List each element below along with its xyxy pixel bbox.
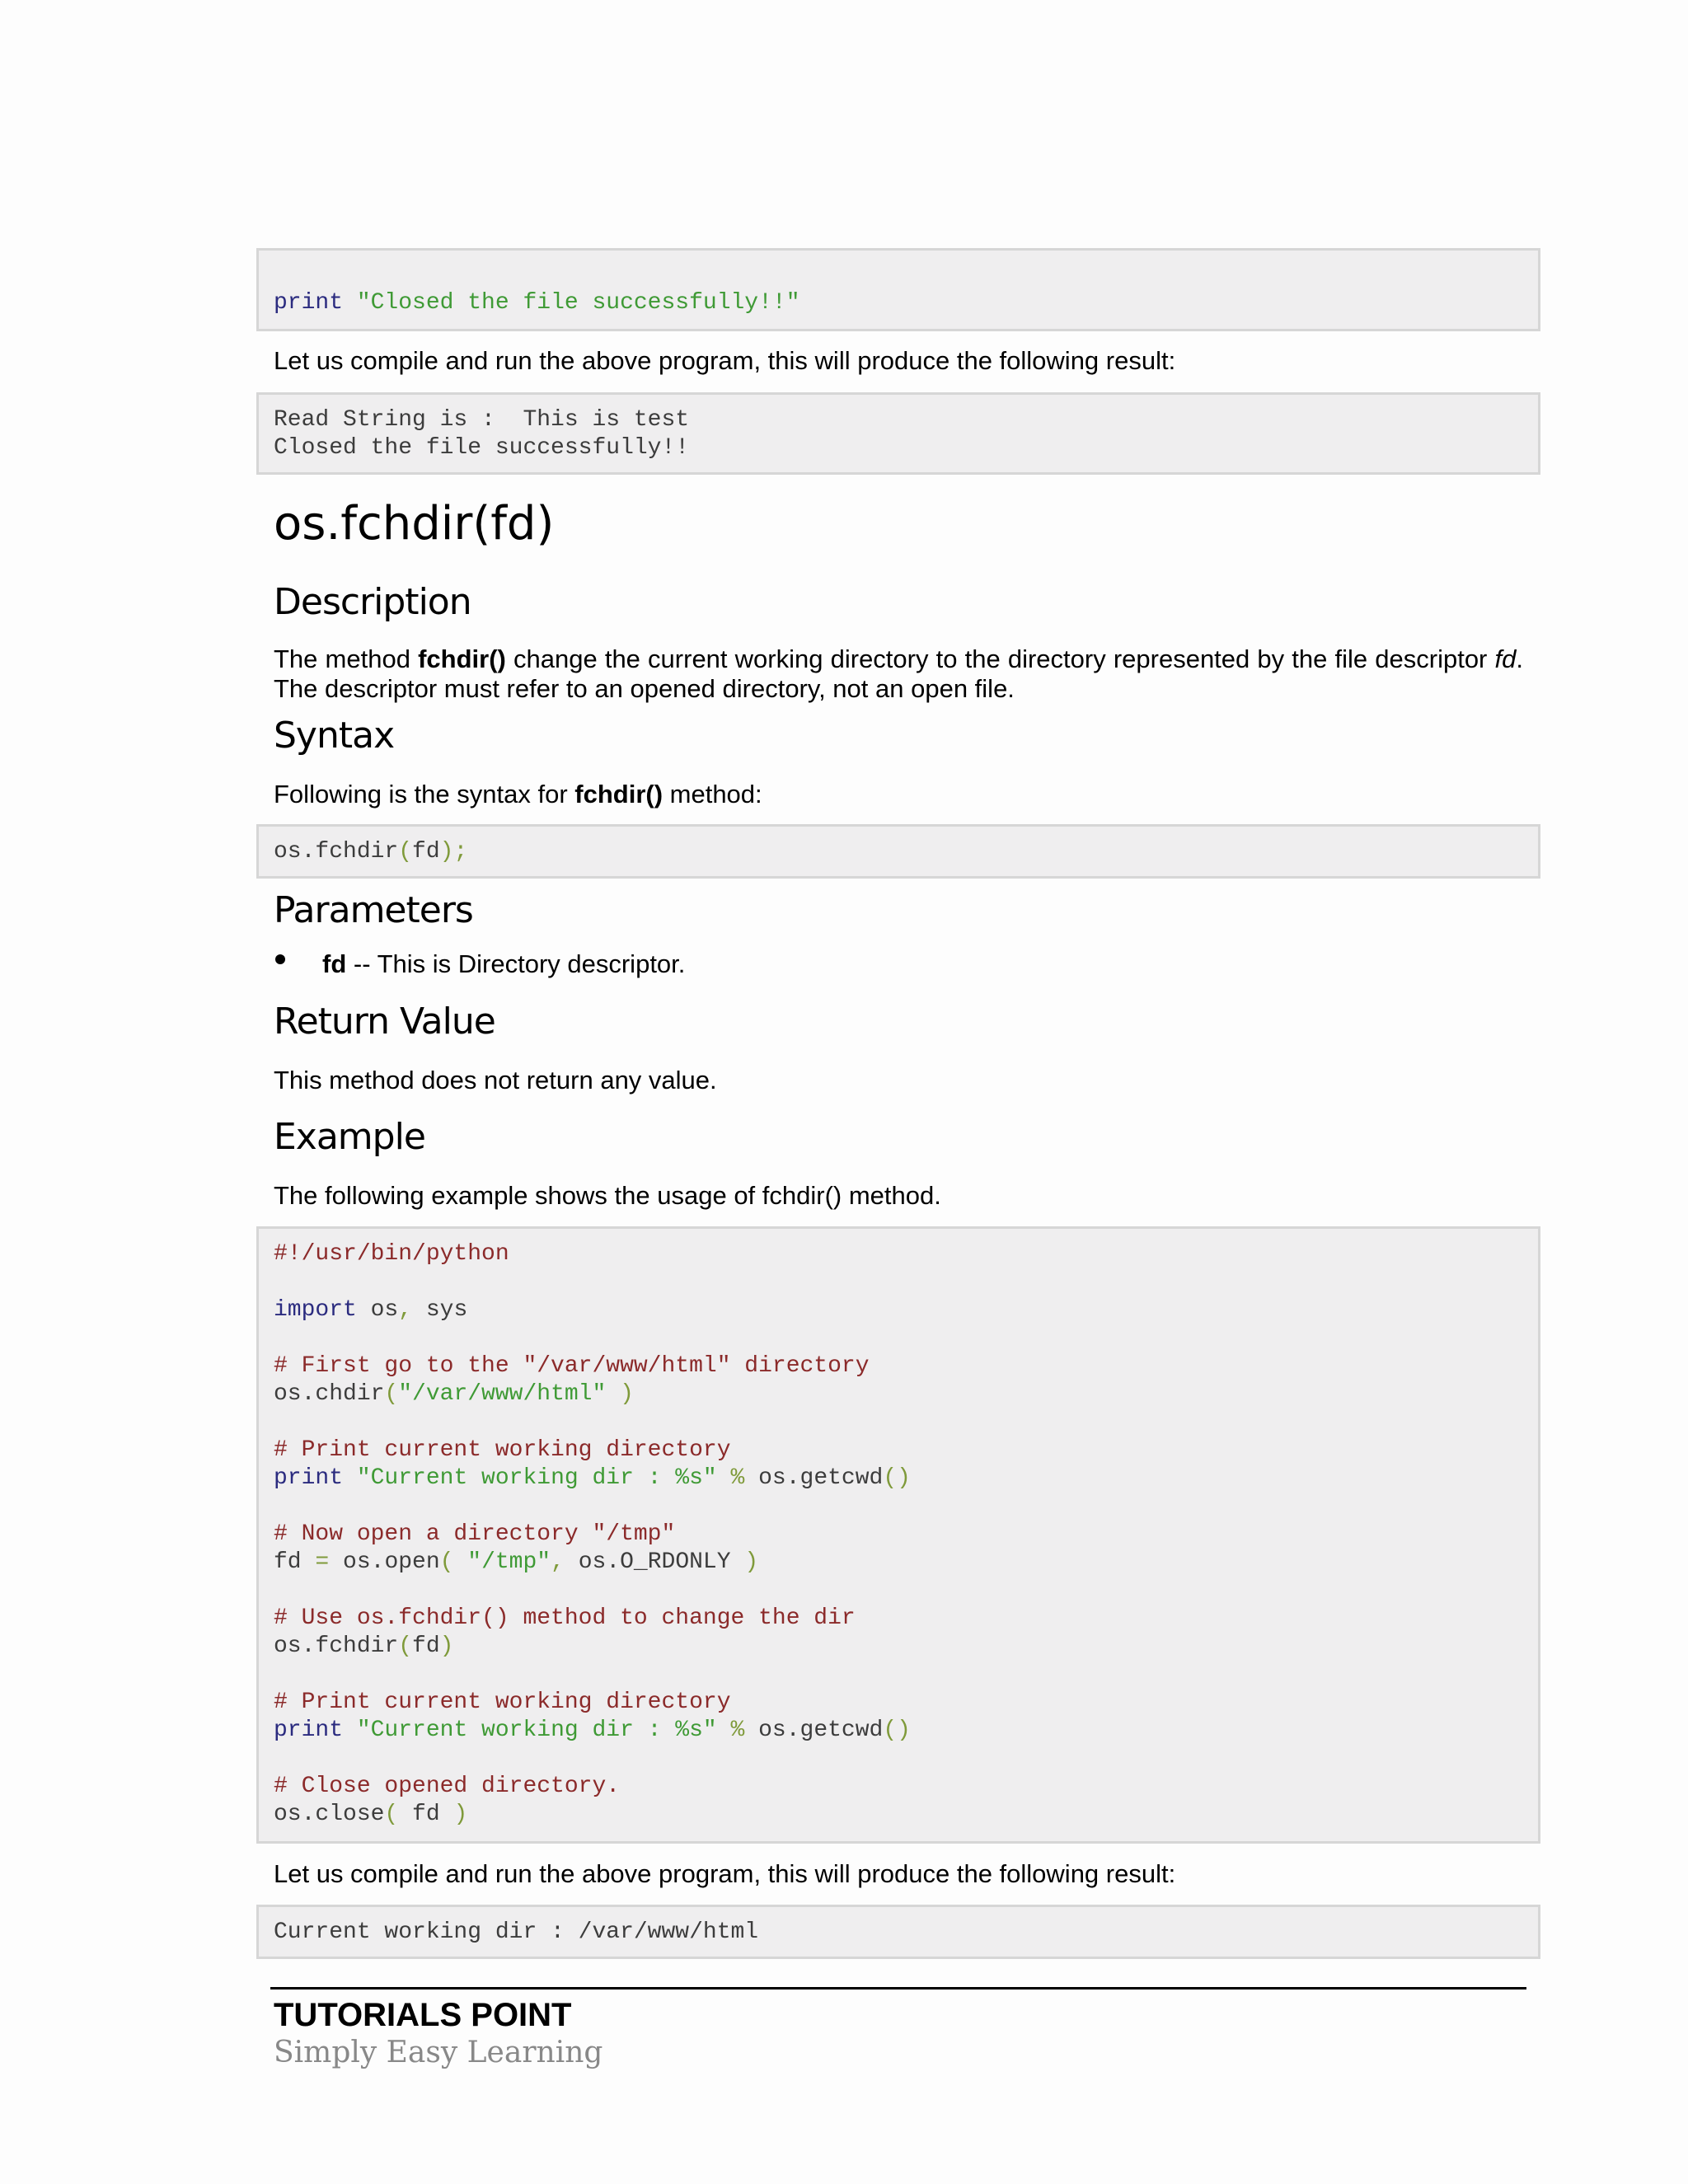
description-text: . The descriptor must refer to an opened directory, not an open file.	[274, 644, 1523, 703]
code-string: "/tmp"	[453, 1549, 551, 1575]
return-value-heading: Return Value	[274, 1001, 495, 1043]
code-text: fd	[412, 1633, 440, 1659]
code-text: os	[356, 1297, 399, 1323]
code-text: os.fchdir	[274, 839, 399, 865]
code-string: "Closed the file successfully!!"	[356, 290, 800, 316]
parameter-description: -- This is Directory descriptor.	[346, 949, 686, 978]
code-keyword: print	[274, 290, 344, 316]
output-line: Closed the file successfully!!	[274, 435, 690, 461]
code-punct: )	[453, 1802, 468, 1827]
param-name: fd	[1494, 644, 1517, 673]
code-comment: # Use os.fchdir() method to change the dir	[274, 1605, 856, 1631]
parameters-heading: Parameters	[274, 889, 473, 931]
code-punct: )	[606, 1381, 634, 1407]
code-punct: (	[384, 1802, 399, 1827]
code-punct: (	[439, 1549, 454, 1575]
description-text: change the current working directory to the directory represented by the file descriptor	[505, 644, 1495, 673]
code-punct: (	[398, 839, 413, 865]
description-text: The method	[274, 644, 419, 673]
return-value-text: This method does not return any value.	[274, 1066, 717, 1094]
footer-divider	[270, 1987, 1526, 1990]
code-text: fd	[398, 1802, 454, 1827]
syntax-code-block	[256, 824, 1540, 879]
code-text: os.fchdir	[274, 1633, 399, 1659]
syntax-heading: Syntax	[274, 715, 395, 757]
code-punct: ()	[883, 1465, 911, 1491]
code-punct: %	[716, 1465, 745, 1491]
code-string: "Current working dir : %s"	[356, 1465, 717, 1491]
syntax-text: method:	[663, 780, 762, 808]
output-line: Read String is : This is test	[274, 407, 690, 433]
code-punct: )	[439, 1633, 454, 1659]
description-paragraph	[274, 644, 1523, 704]
code-string: "/var/www/html"	[398, 1381, 607, 1407]
syntax-intro	[274, 780, 762, 809]
syntax-text: Following is the syntax for	[274, 780, 575, 808]
code-comment: # Close opened directory.	[274, 1774, 621, 1799]
code-text: os.O_RDONLY	[564, 1549, 731, 1575]
page-title: os.fchdir(fd)	[274, 497, 555, 551]
code-text: os.getcwd	[744, 1718, 884, 1743]
code-comment: # Print current working directory	[274, 1437, 731, 1463]
code-text: os.open	[329, 1549, 440, 1575]
code-punct: =	[315, 1549, 330, 1575]
code-text: os.getcwd	[744, 1465, 884, 1491]
code-comment: # First go to the "/var/www/html" directory	[274, 1353, 870, 1379]
description-heading: Description	[274, 581, 471, 623]
code-text: fd	[412, 839, 440, 865]
code-keyword: import	[274, 1297, 357, 1323]
code-punct: ()	[883, 1718, 911, 1743]
result-text: Let us compile and run the above program, this will produce the following result:	[274, 1859, 1176, 1888]
footer-brand: TUTORIALS POINT	[274, 1997, 572, 2033]
code-punct: (	[384, 1381, 399, 1407]
code-block-previous-example	[256, 248, 1540, 331]
parameter-name: fd	[322, 949, 347, 978]
method-name: fchdir()	[418, 644, 506, 673]
example-intro: The following example shows the usage of fchdir() method.	[274, 1181, 941, 1210]
example-heading: Example	[274, 1116, 425, 1158]
example-code-block	[256, 1226, 1540, 1844]
code-text: sys	[412, 1297, 468, 1323]
code-comment: # Now open a directory "/tmp"	[274, 1521, 676, 1547]
code-punct: );	[439, 839, 468, 865]
code-punct: ,	[398, 1297, 413, 1323]
code-punct: %	[716, 1718, 745, 1743]
code-keyword: print	[274, 1465, 344, 1491]
code-comment: # Print current working directory	[274, 1690, 731, 1715]
code-punct: )	[730, 1549, 759, 1575]
final-output-block	[256, 1905, 1540, 1959]
code-punct: ,	[551, 1549, 565, 1575]
output-line: Current working dir : /var/www/html	[274, 1919, 759, 1945]
parameter-item	[322, 949, 685, 979]
footer-tagline: Simply Easy Learning	[274, 2036, 603, 2069]
method-name: fchdir()	[574, 780, 663, 808]
code-punct: (	[398, 1633, 413, 1659]
code-text: os.chdir	[274, 1381, 385, 1407]
bullet-icon	[275, 954, 285, 964]
output-block-previous-example	[256, 392, 1540, 475]
code-shebang: #!/usr/bin/python	[274, 1241, 509, 1267]
code-keyword: print	[274, 1718, 344, 1743]
code-string: "Current working dir : %s"	[356, 1718, 717, 1743]
result-intro-text: Let us compile and run the above program, this will produce the following result:	[274, 346, 1176, 375]
code-text: fd	[274, 1549, 316, 1575]
code-text: os.close	[274, 1802, 385, 1827]
